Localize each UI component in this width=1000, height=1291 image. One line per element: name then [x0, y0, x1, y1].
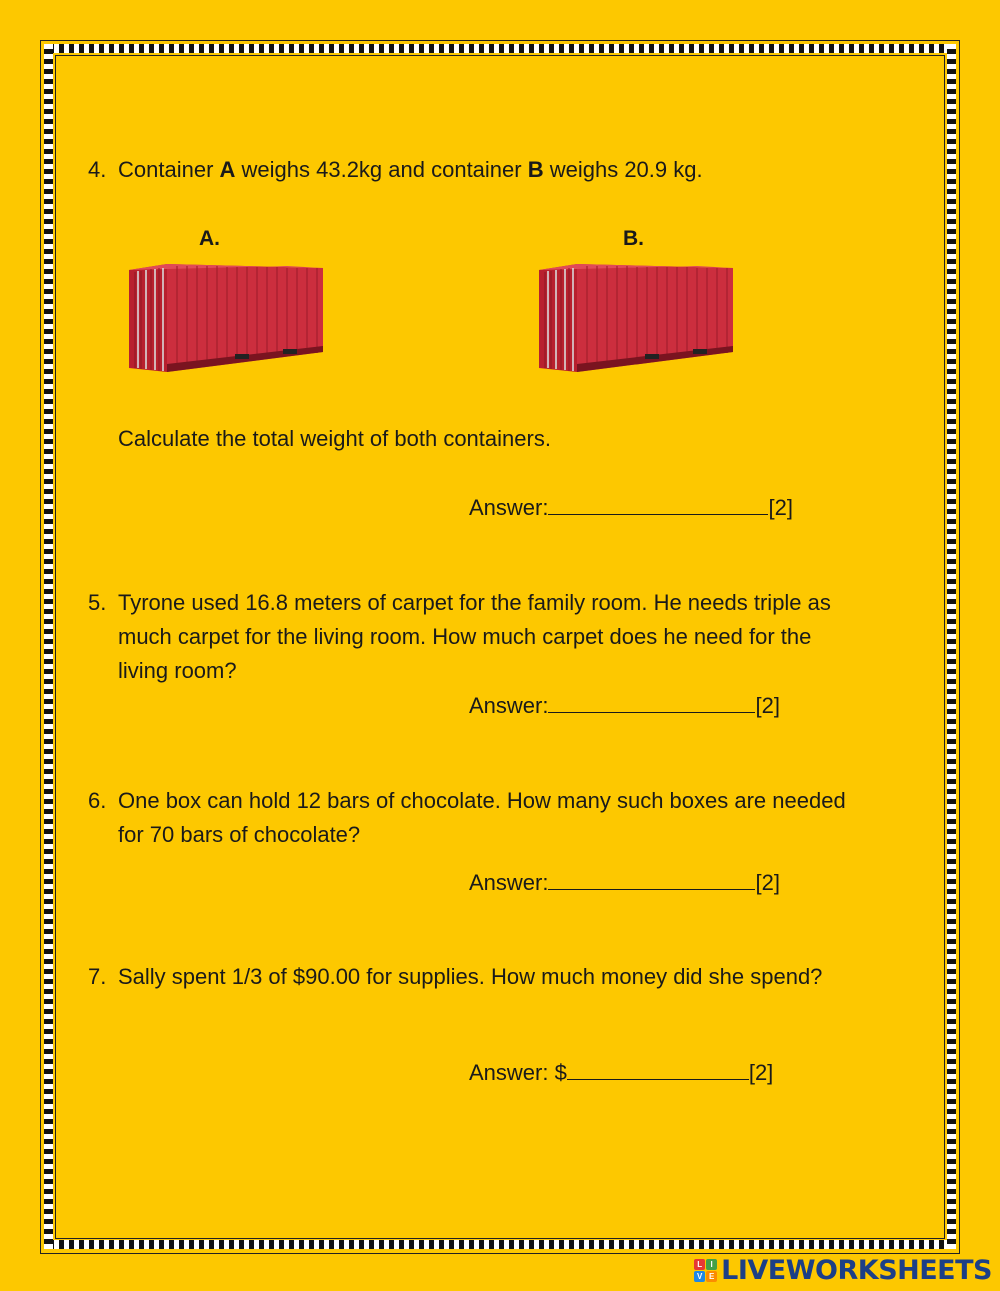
answer-input-q4[interactable] — [548, 490, 768, 515]
border-stripe-top — [44, 44, 956, 53]
question-number: 6. — [88, 788, 107, 813]
answer-label: Answer: $ — [469, 1060, 567, 1085]
question-number: 7. — [88, 964, 107, 989]
answer-row-q7 — [469, 1055, 773, 1090]
container-a-ref: A — [219, 157, 236, 182]
question-4-instruction: Calculate the total weight of both containers. — [118, 426, 551, 451]
question-number: 5. — [88, 590, 107, 615]
answer-input-q5[interactable] — [548, 688, 755, 713]
question-text: Container A weighs 43.2kg and container B weighs 20.9 kg. — [118, 157, 703, 182]
shipping-container-a-image — [127, 260, 325, 375]
marks-label: [2] — [748, 1060, 774, 1085]
border-stripe-right — [947, 44, 956, 1249]
question-4 — [88, 153, 918, 187]
liveworksheets-logo-icon: L I V E — [694, 1259, 717, 1282]
answer-label: Answer: — [469, 495, 549, 520]
answer-label: Answer: — [469, 870, 549, 895]
question-6 — [88, 784, 918, 852]
container-b-label: B. — [623, 227, 644, 250]
question-text: Tyrone used 16.8 meters of carpet for the family room. He needs triple as much carpet for the living room. How much carpet does he need for the living room? — [118, 590, 831, 683]
liveworksheets-logo-text: LIVEWORKSHEETS — [721, 1254, 992, 1286]
marks-label: [2] — [768, 495, 793, 520]
answer-row-q6 — [469, 865, 780, 900]
container-b-ref: B — [527, 157, 544, 182]
border-stripe-left — [44, 44, 53, 1249]
question-text: Sally spent 1/3 of $90.00 for supplies. How much money did she spend? — [118, 964, 823, 989]
answer-input-q6[interactable] — [548, 865, 755, 890]
marks-label: [2] — [755, 693, 780, 718]
answer-label: Answer: — [469, 693, 549, 718]
question-7 — [88, 960, 918, 994]
answer-input-q7[interactable] — [567, 1055, 749, 1080]
container-a-label: A. — [199, 227, 220, 250]
marks-label: [2] — [755, 870, 780, 895]
border-stripe-bottom — [44, 1240, 956, 1249]
question-text: One box can hold 12 bars of chocolate. How many such boxes are needed for 70 bars of chocolate? — [118, 788, 846, 847]
question-5 — [88, 586, 918, 688]
question-number: 4. — [88, 157, 107, 182]
answer-row-q5 — [469, 688, 780, 723]
shipping-container-b-image — [537, 260, 735, 375]
liveworksheets-logo[interactable] — [694, 1255, 992, 1285]
answer-row-q4 — [469, 490, 793, 525]
